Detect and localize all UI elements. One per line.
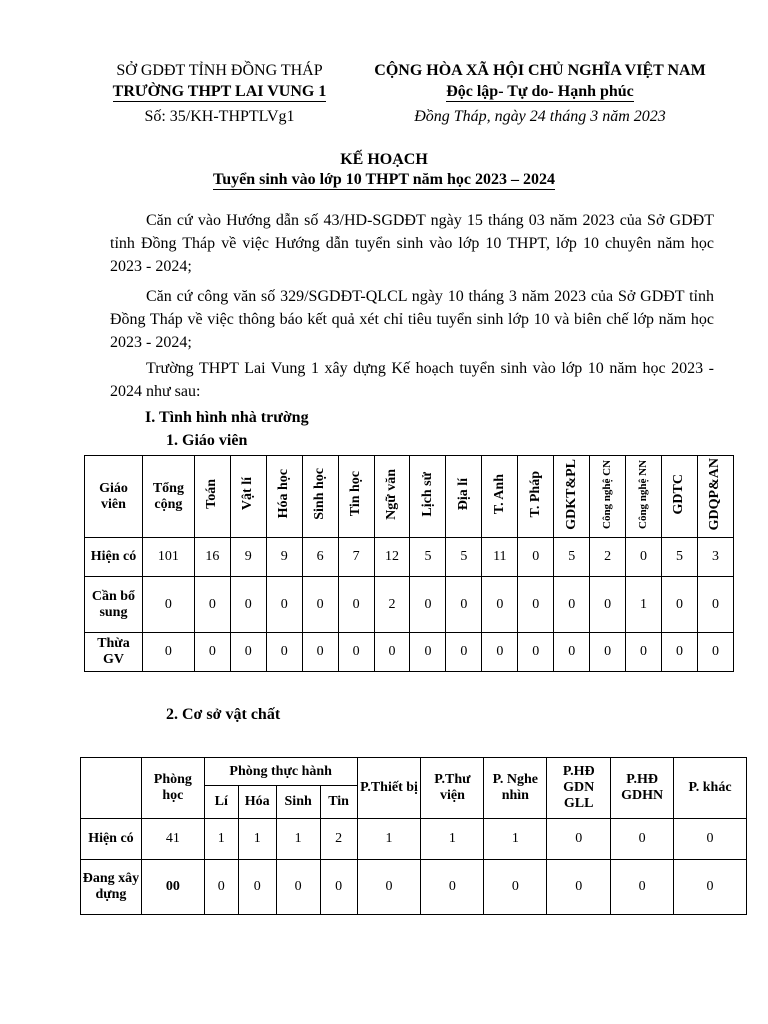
table-cell: 0	[484, 860, 547, 915]
table-cell: 1	[238, 819, 276, 860]
table-cell: 1	[276, 819, 320, 860]
classroom-header: Phòng học	[141, 758, 204, 819]
facility-header: P.HĐ GDN GLL	[547, 758, 611, 819]
table-header-row	[81, 758, 747, 786]
table-cell: 0	[518, 633, 554, 672]
table-cell: 0	[302, 633, 338, 672]
table-cell: 0	[697, 577, 733, 633]
row-label: Hiện có	[85, 538, 143, 577]
subject-header: T. Anh	[491, 473, 507, 515]
table-row	[85, 577, 734, 633]
subsection-heading-teachers: 1. Giáo viên	[166, 432, 248, 449]
table-cell: 0	[194, 577, 230, 633]
table-cell: 0	[446, 577, 482, 633]
table-row	[81, 819, 747, 860]
table-cell: 0	[230, 577, 266, 633]
subject-header: Địa lí	[455, 477, 471, 511]
table-row	[81, 860, 747, 915]
subject-header: Toán	[204, 479, 220, 509]
table-cell: 101	[142, 538, 194, 577]
table-cell: 0	[674, 819, 747, 860]
table-cell: 0	[697, 633, 733, 672]
teachers-table	[84, 455, 734, 672]
table-cell: 0	[204, 860, 238, 915]
table-cell: 0	[446, 633, 482, 672]
practice-lab-header: Sinh	[276, 786, 320, 819]
subject-header: Tin học	[348, 471, 364, 517]
table-cell: 0	[302, 577, 338, 633]
table-cell: 0	[276, 860, 320, 915]
row-label: Hiện có	[81, 819, 142, 860]
table-cell: 0	[590, 577, 626, 633]
national-header	[343, 60, 737, 127]
table-cell: 0	[662, 633, 698, 672]
facility-header: P. khác	[674, 758, 747, 819]
table-cell: 0	[266, 577, 302, 633]
department-name: SỞ GDĐT TỈNH ĐỒNG THÁP	[116, 62, 323, 79]
row-label: Thừa GV	[85, 633, 143, 672]
table-cell: 0	[611, 860, 674, 915]
paragraph: Trường THPT Lai Vung 1 xây dựng Kế hoạch tuyển sinh vào lớp 10 năm học 2023 - 2024 như sau:	[110, 360, 714, 400]
table-cell: 0	[142, 577, 194, 633]
table-cell: 0	[518, 577, 554, 633]
table-cell: 0	[547, 819, 611, 860]
table-cell: 0	[320, 860, 357, 915]
facility-header: P.HĐ GDHN	[611, 758, 674, 819]
table-cell: 7	[338, 538, 374, 577]
total-header: Tổng cộng	[142, 456, 194, 538]
table-cell: 41	[141, 819, 204, 860]
facility-header: P. Nghe nhìn	[484, 758, 547, 819]
subject-header: Hóa học	[276, 469, 292, 519]
table-cell: 0	[266, 633, 302, 672]
national-motto: Độc lập- Tự do- Hạnh phúc	[446, 83, 634, 100]
table-cell: 0	[626, 538, 662, 577]
table-cell: 11	[482, 538, 518, 577]
document-title: KẾ HOẠCH	[340, 151, 428, 168]
document-subtitle: Tuyển sinh vào lớp 10 THPT năm học 2023 – 2024	[213, 171, 555, 188]
subject-header: GDQP&AN	[707, 457, 723, 531]
subject-header: Lịch sử	[419, 471, 435, 517]
subject-header: Sinh học	[312, 468, 328, 520]
facility-header: P.Thiết bị	[357, 758, 421, 819]
table-row	[85, 633, 734, 672]
subject-header: Công nghệ CN	[601, 459, 614, 529]
row-label: Cần bổ sung	[85, 577, 143, 633]
facilities-table	[80, 757, 747, 915]
subject-header: Vật lí	[240, 477, 256, 511]
subject-header: T. Pháp	[527, 470, 543, 518]
table-cell: 0	[554, 577, 590, 633]
paragraph: Căn cứ vào Hướng dẫn số 43/HD-SGDĐT ngày 15 tháng 03 năm 2023 của Sở GDĐT tỉnh Đồng Tháp về việc Hướng dẫn tuyển sinh vào lớp 10 THPT, lớp 10 chuyên năm học 2023 - 2024;	[110, 212, 714, 275]
subject-header: Ngữ văn	[384, 468, 400, 520]
table-cell: 2	[374, 577, 410, 633]
school-name: TRƯỜNG THPT LAI VUNG 1	[112, 83, 327, 100]
table-cell: 0	[611, 819, 674, 860]
table-cell: 0	[374, 633, 410, 672]
table-cell: 0	[238, 860, 276, 915]
paragraph: Căn cứ công văn số 329/SGDĐT-QLCL ngày 10 tháng 3 năm 2023 của Sở GDĐT tỉnh Đồng Tháp về việc thông báo kết quả xét chỉ tiêu tuyển sinh lớp 10 và biên chế lớp năm học 2023 - 2024;	[110, 288, 714, 351]
row-header: Giáo viên	[85, 456, 143, 538]
table-cell: 0	[590, 633, 626, 672]
table-cell: 1	[421, 819, 484, 860]
table-row	[85, 538, 734, 577]
table-cell: 1	[357, 819, 421, 860]
republic-name: CỘNG HÒA XÃ HỘI CHỦ NGHĨA VIỆT NAM	[374, 62, 706, 79]
table-cell: 6	[302, 538, 338, 577]
place-date: Đồng Tháp, ngày 24 tháng 3 năm 2023	[414, 108, 666, 125]
table-cell: 0	[230, 633, 266, 672]
practice-group-header: Phòng thực hành	[204, 758, 357, 786]
table-cell: 0	[421, 860, 484, 915]
facility-header: P.Thư viện	[421, 758, 484, 819]
table-cell: 0	[357, 860, 421, 915]
section-heading: I. Tình hình nhà trường	[145, 409, 309, 426]
row-label: Đang xây dựng	[81, 860, 142, 915]
table-cell: 9	[230, 538, 266, 577]
table-cell: 0	[338, 633, 374, 672]
table-cell: 5	[554, 538, 590, 577]
table-cell: 0	[554, 633, 590, 672]
table-cell: 1	[484, 819, 547, 860]
table-cell: 0	[626, 633, 662, 672]
subject-header: Công nghệ NN	[637, 459, 650, 529]
table-cell: 0	[410, 577, 446, 633]
table-header-row	[85, 456, 734, 538]
table-cell: 00	[141, 860, 204, 915]
table-cell: 1	[626, 577, 662, 633]
table-cell: 16	[194, 538, 230, 577]
practice-lab-header: Tin	[320, 786, 357, 819]
table-cell: 2	[590, 538, 626, 577]
issuer-block	[82, 60, 357, 127]
table-cell: 0	[338, 577, 374, 633]
subject-header: GDTC	[671, 473, 687, 515]
table-cell: 0	[482, 633, 518, 672]
table-cell: 0	[410, 633, 446, 672]
table-cell: 12	[374, 538, 410, 577]
table-cell: 0	[547, 860, 611, 915]
table-cell: 5	[410, 538, 446, 577]
subject-header: GDKT&PL	[563, 458, 579, 530]
practice-lab-header: Hóa	[238, 786, 276, 819]
table-cell: 0	[142, 633, 194, 672]
table-cell: 0	[194, 633, 230, 672]
table-cell: 1	[204, 819, 238, 860]
table-cell: 0	[518, 538, 554, 577]
table-cell: 9	[266, 538, 302, 577]
table-cell: 0	[674, 860, 747, 915]
table-cell: 0	[482, 577, 518, 633]
table-cell: 0	[662, 577, 698, 633]
corner-cell	[81, 758, 142, 819]
table-cell: 5	[662, 538, 698, 577]
practice-lab-header: Lí	[204, 786, 238, 819]
table-cell: 3	[697, 538, 733, 577]
document-number: Số: 35/KH-THPTLVg1	[144, 108, 295, 125]
table-cell: 2	[320, 819, 357, 860]
table-cell: 5	[446, 538, 482, 577]
subsection-heading-facilities: 2. Cơ sở vật chất	[166, 706, 281, 723]
